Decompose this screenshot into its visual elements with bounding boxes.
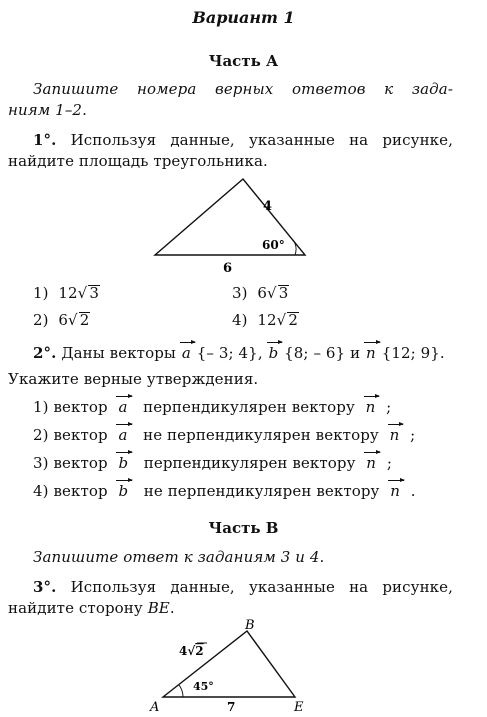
task1-line1 xyxy=(33,131,453,149)
task3-side-ab: 4√2 xyxy=(179,644,204,658)
variant-title: Вариант 1 xyxy=(192,8,295,27)
task1-angle-arc xyxy=(293,240,296,255)
task3-angle-arc xyxy=(179,685,183,697)
task3-vertex-e: E xyxy=(294,700,304,715)
task1-option-3: 3) 6√ 3 xyxy=(232,284,289,302)
vector-a: a xyxy=(181,344,191,362)
task1-option-4: 4) 12√ 2 xyxy=(232,311,298,329)
task3-angle-label: 45° xyxy=(193,680,214,693)
task2-number: 2°. xyxy=(33,344,57,362)
task3-side-be: BE xyxy=(147,599,170,617)
task1-angle-label: 60° xyxy=(262,238,285,252)
task2-statement-2: 2) вектор a не перпендикулярен вектору n ; xyxy=(33,426,416,444)
task2-line2: Укажите верные утверждения. xyxy=(8,370,259,388)
task3-vertex-a: A xyxy=(150,700,160,715)
part-b-title: Часть В xyxy=(208,519,279,537)
task3-base: 7 xyxy=(227,700,236,714)
part-a-instruction-line2: ниям 1–2. xyxy=(8,101,87,119)
task3-number: 3°. xyxy=(33,578,57,596)
task1-side-right: 4 xyxy=(263,199,273,214)
task1-option-1: 1) 12√ 3 xyxy=(33,284,99,302)
task1-text1: Используя данные, указанные на рисунке, xyxy=(70,131,453,149)
part-a-instruction-line1: Запишите номера верных ответов к зада- xyxy=(33,80,453,98)
task1-line2: найдите площадь треугольника. xyxy=(8,152,268,170)
task3-triangle xyxy=(163,631,295,697)
task2-statement-3: 3) вектор b перпендикулярен вектору n ; xyxy=(33,454,392,472)
vector-b: b xyxy=(268,344,279,362)
part-a-title: Часть А xyxy=(208,52,279,70)
task2-statement-4: 4) вектор b не перпендикулярен вектору n . xyxy=(33,482,416,500)
task2-line1: 2°. Даны векторы a {– 3; 4}, b {8; – 6} и n {12; 9}. xyxy=(33,344,445,362)
task2-statement-1: 1) вектор a перпендикулярен вектору n ; xyxy=(33,398,392,416)
task1-base: 6 xyxy=(223,261,233,275)
task3-triangle-figure xyxy=(145,615,320,717)
task1-triangle-figure xyxy=(145,175,315,275)
task3-vertex-b: B xyxy=(245,618,255,633)
vector-n: n xyxy=(366,344,376,362)
task3-line1: 3°. Используя данные, указанные на рисунке, xyxy=(33,578,453,596)
task3-line2: найдите сторону BE. xyxy=(8,599,175,617)
part-b-instruction: Запишите ответ к заданиям 3 и 4. xyxy=(33,548,325,566)
task1-number: 1°. xyxy=(33,131,57,149)
task1-option-2: 2) 6√ 2 xyxy=(33,311,90,329)
